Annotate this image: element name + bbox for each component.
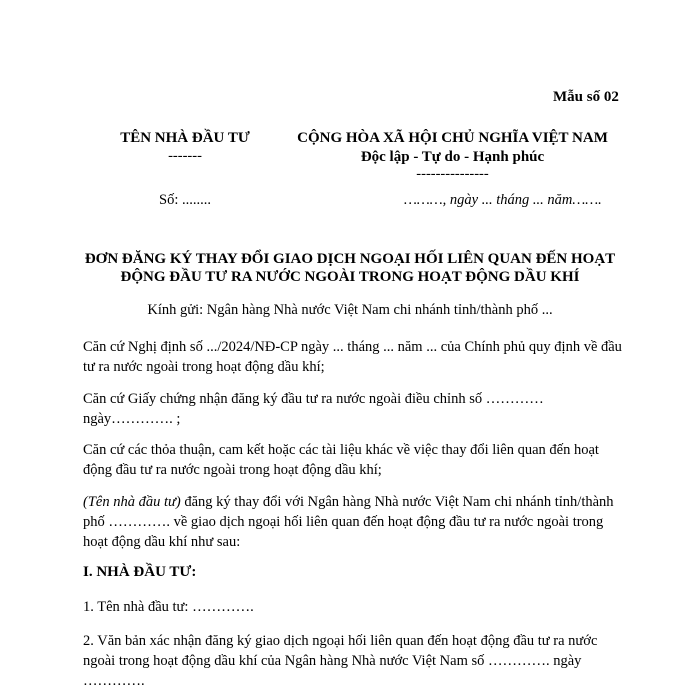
national-motto: Độc lập - Tự do - Hạnh phúc: [360, 149, 545, 165]
document-title-line-2: ĐỘNG ĐẦU TƯ RA NƯỚC NGOÀI TRONG HOẠT ĐỘNG DẦU KHÍ: [120, 269, 580, 285]
investor-name-heading: TÊN NHÀ ĐẦU TƯ: [120, 130, 250, 146]
investor-name-placeholder: (Tên nhà đầu tư): [83, 494, 181, 510]
document-title-line-1: ĐƠN ĐĂNG KÝ THAY ĐỔI GIAO DỊCH NGOẠI HỐI LIÊN QUAN ĐẾN HOẠT: [84, 251, 616, 267]
legal-basis-certificate: Căn cứ Giấy chứng nhận đăng ký đầu tư ra nước ngoài điều chỉnh số …………ngày…………. ;: [83, 391, 544, 427]
registration-statement-text: đăng ký thay đổi với Ngân hàng Nhà nước Việt Nam chi nhánh tỉnh/thành phố …………. về giao dịch ngoại hối liên quan đến hoạt động đầu tư ra nước ngoài trong hoạt động dầu khí như sau:: [83, 494, 614, 550]
legal-basis-agreements: Căn cứ các thỏa thuận, cam kết hoặc các tài liệu khác về việc thay đổi liên quan đến hoạt động đầu tư ra nước ngoài trong hoạt động dầu khí;: [83, 442, 599, 478]
section-heading-investor: I. NHÀ ĐẦU TƯ:: [83, 564, 197, 580]
left-header-rule: -------: [168, 148, 202, 164]
item-confirmation-document: 2. Văn bản xác nhận đăng ký giao dịch ngoại hối liên quan đến hoạt động đầu tư ra nước ngoài trong hoạt động dầu khí của Ngân hàng Nhà nước Việt Nam số …………. ngày ………….: [83, 633, 598, 689]
place-date-line: ………, ngày ... tháng ... năm…….: [404, 192, 602, 208]
form-number: Mẫu số 02: [553, 89, 619, 105]
registration-statement: [83, 492, 623, 552]
document-number: Số: ........: [159, 192, 211, 208]
legal-basis-decree: Căn cứ Nghị định số .../2024/NĐ-CP ngày ... tháng ... năm ... của Chính phủ quy định về đầu tư ra nước ngoài trong hoạt động dầu khí;: [83, 339, 622, 375]
item-investor-name: 1. Tên nhà đầu tư: ………….: [83, 599, 254, 615]
nation-heading: CỘNG HÒA XÃ HỘI CHỦ NGHĨA VIỆT NAM: [297, 130, 608, 146]
recipient-line: Kính gửi: Ngân hàng Nhà nước Việt Nam chi nhánh tỉnh/thành phố ...: [147, 302, 553, 318]
right-header-rule: ---------------: [416, 166, 489, 182]
